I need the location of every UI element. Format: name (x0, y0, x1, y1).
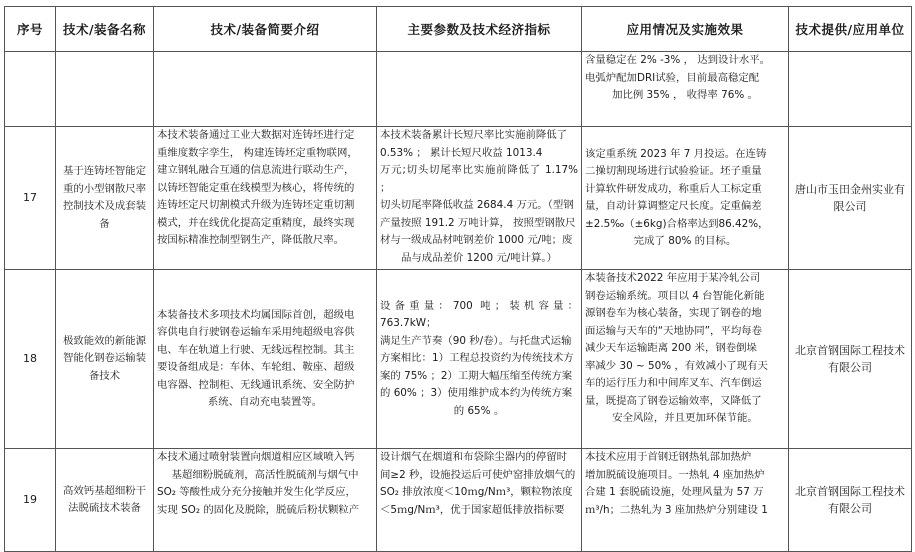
header-row (5, 7, 912, 52)
text-line: 含量稳定在 2% -3% ， 达到设计水平。 (585, 54, 771, 66)
cell-seq: 17 (5, 127, 56, 270)
text-line: 产量按照 191.2 万吨计算， 按照型钢散尺 (380, 216, 576, 229)
table-row-18 (5, 270, 912, 449)
technology-table (4, 6, 912, 552)
cell-name (56, 52, 154, 127)
text-line: 的 60% ；3）使用维护成本约为传统方案 (380, 387, 573, 400)
text-line: 安全风险，并且更加环保节能。 (612, 412, 758, 424)
text-line: ±2.5‰（±6kg)合格率达到86.42%， (585, 217, 769, 230)
text-line: 建立钢轧融合互通的信息流进行联动生产， (157, 164, 355, 176)
cell-params (377, 127, 582, 270)
text-line: 按国标精准控制型钢生产，降低散尺率。 (157, 234, 345, 246)
text-line: 案的 75% ；2）工期大幅压缩至传统方案 (380, 369, 573, 382)
text-line: 万元;切头切尾率比实施前降低了 1.17% ； (380, 164, 578, 194)
text-line: 量，自动计算调整定尺长度。定重偏差 (585, 200, 762, 212)
text-line: 本技术装备累计长短尺率比实施前降低了 (380, 129, 568, 141)
cell-intro (154, 449, 377, 552)
text-line: 电弧炉配加DRI试验，目前最高稳定配 (585, 71, 760, 84)
table-row-17 (5, 127, 912, 270)
text-line: 以铸坯智能定重在线模型为核心，将传统的 (157, 181, 355, 194)
text-line: 本装备技术多项技术均属国际首创，超级电 (157, 308, 355, 321)
text-line: 本装备技术2022 年应用于某冷轧公司 (585, 272, 761, 284)
text-line: 系统、自动充电装置等。 (207, 396, 323, 408)
text-line: 设备重量：700 吨；装机容量：763.7kW； (380, 299, 578, 330)
text-line: 量，既提高了钢卷运输效率，又降低了 (585, 394, 762, 407)
cell-params (377, 270, 582, 449)
text-line: ＜5ｍg/Nｍ³，优于国家超低排放指标要 (380, 503, 565, 516)
text-line: 实现 SO₂ 的固化及脱除，脱硫后粉状颗粒产 (157, 503, 360, 516)
cell-name: 基于连铸坯智能定重的小型钢散尺率控制技术及成套装备 (56, 127, 154, 270)
table-row-19 (5, 449, 912, 552)
cell-seq: 19 (5, 449, 56, 552)
text-line: 方案相比：1）工程总投资约为传统技术方 (380, 352, 574, 365)
cell-application (582, 270, 789, 449)
text-line: 连铸坯定尺切割模式升级为连铸坯定重切割 (157, 199, 355, 211)
cell-params (377, 52, 582, 127)
cell-provider: 唐山市玉田金州实业有限公司 (789, 127, 912, 270)
text-line: 率减少 30 ~ 50% ，有效减小了现有天 (585, 359, 768, 372)
cell-application (582, 127, 789, 270)
cell-seq: 18 (5, 270, 56, 449)
text-line: 计算软件研发成功，称重后人工标定重 (585, 182, 762, 195)
cell-intro (154, 127, 377, 270)
text-line: 减少天车运输距离 200 米，钢卷倒垛 (585, 342, 757, 354)
cell-seq (5, 52, 56, 127)
text-line: 材与一级成品材吨钢差价 1000 元/吨；废 (380, 234, 573, 246)
text-line: 品与成品差价 1200 元/吨计算。） (400, 251, 558, 264)
text-line: 满足生产节奏（90 秒/卷）。与托盘式运输 (380, 334, 572, 347)
text-line: 车的运行压力和中间库叉车、汽车倒运 (585, 377, 762, 389)
text-line: 设计烟气在烟道和布袋除尘器内的停留时 (380, 451, 568, 463)
text-line: 二操切割现场进行试验验证。坯子重量 (585, 165, 762, 177)
text-line: 面运输与天车的“天地协同”，平均每卷 (585, 324, 763, 337)
cell-application (582, 52, 789, 127)
cell-provider: 北京首钢国际工程技术有限公司 (789, 270, 912, 449)
text-line: 容供电自行驶钢卷运输车采用纯超级电容供 (157, 326, 355, 338)
cell-provider (789, 52, 912, 127)
text-line: 模式，并在线优化提高定重精度，最终实现 (157, 216, 355, 229)
text-line: 切头切尾率降低收益 2684.4 万元。（型钢 (380, 199, 574, 211)
text-line: 完成了 80% 的目标。 (633, 235, 737, 247)
cell-name: 高效钙基超细粉干法脱硫技术装备 (56, 449, 154, 552)
header-intro: 技术/装备简要介绍 (154, 7, 377, 52)
text-line: 电、车在轨道上行驶、无线远程控制。其主 (157, 343, 355, 356)
text-line: 合建 1 套脱硫设施，处理风量为 57 万 (585, 486, 764, 498)
cell-provider: 北京首钢国际工程技术有限公司 (789, 449, 912, 552)
text-line: 要设备组成是：车体、车轮组、鞍座、超级 (157, 361, 355, 373)
text-line: SO₂ 等酸性成分充分接触并发生化学反应， (157, 486, 356, 498)
text-line: 该定重系统 2023 年 7 月投运。在连铸 (585, 147, 767, 160)
table-row-continuation (5, 52, 912, 127)
cell-application (582, 449, 789, 552)
cell-params (377, 449, 582, 552)
text-line: 增加脱硫设施项目。一热轧 4 座加热炉 (585, 468, 765, 481)
text-line: 本技术装备通过工业大数据对连铸坯进行定 (157, 129, 355, 141)
text-line: 电容器、控制柜、无线通讯系统、安全防护 (157, 378, 355, 391)
text-line: 源钢卷车为核心装备，实现了钢卷的地 (585, 307, 762, 319)
text-line: 0.53% ； 累计长短尺收益 1013.4 (380, 146, 543, 159)
text-line: 基超细粉脱硫剂，高活性脱硫剂与烟气中 (171, 468, 359, 481)
cell-intro (154, 52, 377, 127)
text-line: 间≥2 秒，设施投运后可使炉窑排放烟气的 (380, 468, 576, 481)
text-line: 本技术通过喷射装置向烟道相应区域喷入钙 (157, 451, 355, 463)
text-line: 加比例 35% ， 收得率 76% 。 (612, 89, 758, 101)
text-line: SO₂ 排放浓度＜10ｍg/Nｍ³，颗粒物浓度 (380, 486, 573, 498)
cell-name: 极致能效的新能源智能化钢卷运输装备技术 (56, 270, 154, 449)
text-line: 重维度数字孪生， 构建连铸坯定重物联网， (157, 146, 358, 159)
header-provider: 技术提供/应用单位 (789, 7, 912, 52)
header-name: 技术/装备名称 (56, 7, 154, 52)
text-line: ｍ³/h；二热轧为 3 座加热炉分别建设 1 (585, 503, 768, 516)
text-line: 钢卷运输系统。项目以 4 台智能化新能 (585, 289, 765, 302)
text-line: 本技术应用于首钢迁钢热轧部加热炉 (585, 451, 752, 463)
cell-intro (154, 270, 377, 449)
header-application: 应用情况及实施效果 (582, 7, 789, 52)
text-line: 的 65% 。 (453, 404, 505, 417)
header-params: 主要参数及技术经济指标 (377, 7, 582, 52)
header-seq: 序号 (5, 7, 56, 52)
